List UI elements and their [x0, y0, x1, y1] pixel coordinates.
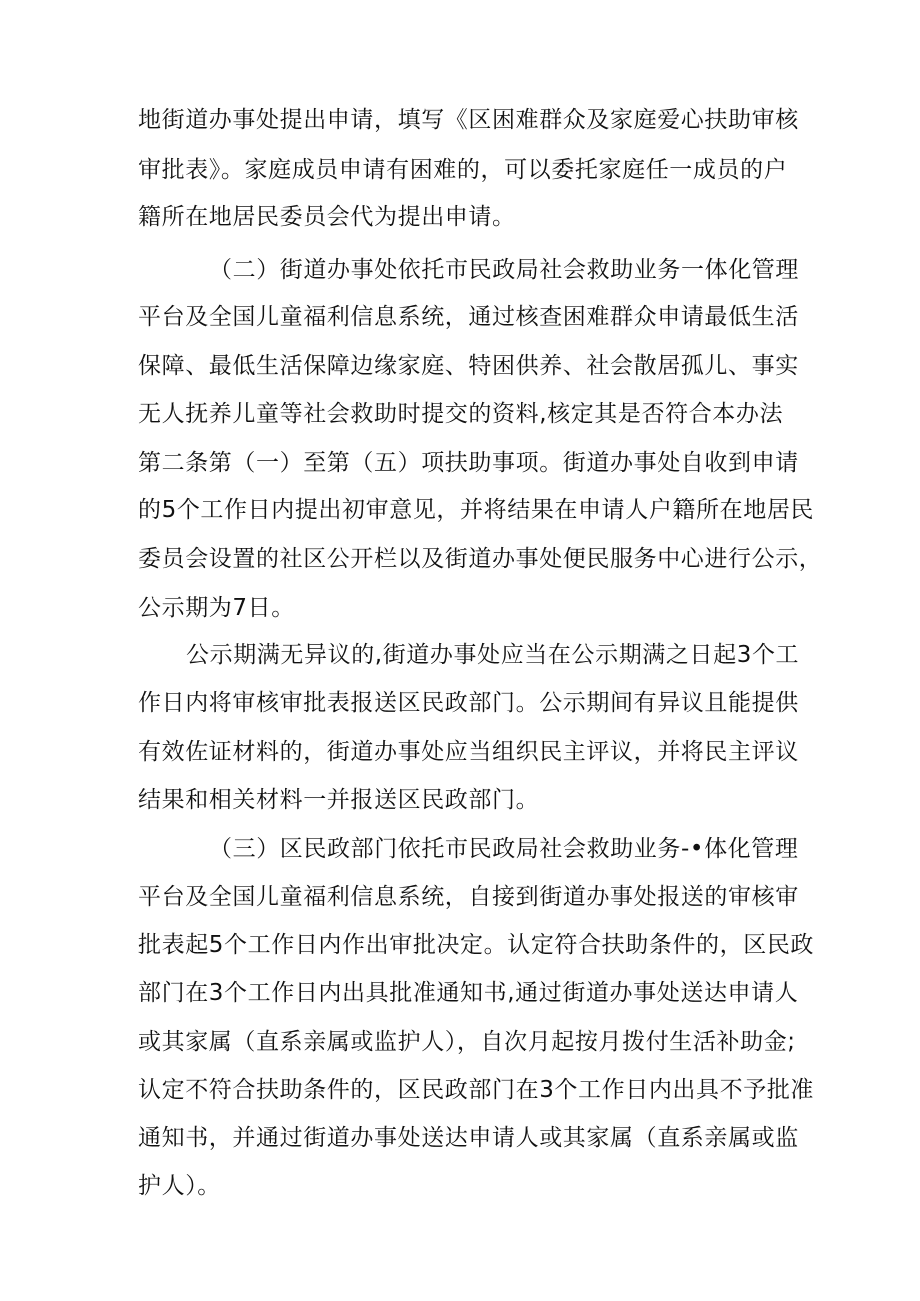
text-line: 批表起5个工作日内作出审批决定。认定符合扶助条件的，区民政 [138, 932, 815, 958]
text-line: 作日内将审核审批表报送区民政部门。公示期间有异议且能提供 [138, 690, 799, 716]
text-line: 通知书，并通过街道办事处送达申请人或其家属（直系亲属或监 [138, 1125, 799, 1151]
text-line: 有效佐证材料的，街道办事处应当组织民主评议，并将民主评议 [138, 739, 799, 765]
text-line: （三）区民政部门依托市民政局社会救助业务-•体化管理 [209, 836, 799, 862]
text-line: 护人）。 [138, 1173, 221, 1199]
text-line: （二）街道办事处依托市民政局社会救助业务一体化管理 [209, 257, 799, 283]
text-line: 或其家属（直系亲属或监护人），自次月起按月拨付生活补助金; [138, 1029, 796, 1055]
text-line: 认定不符合扶助条件的，区民政部门在3个工作日内出具不予批准 [138, 1077, 815, 1103]
text-line: 地街道办事处提出申请，填写《区困难群众及家庭爱心扶助审核 [138, 107, 799, 133]
text-line: 委员会设置的社区公开栏以及街道办事处便民服务中心进行公示， [138, 546, 823, 572]
text-line: 审批表》。家庭成员申请有困难的，可以委托家庭任一成员的户 [138, 157, 788, 183]
text-line: 的5个工作日内提出初审意见，并将结果在申请人户籍所在地居民 [138, 497, 815, 523]
text-line: 无人抚养儿童等社会救助时提交的资料,核定其是否符合本办法 [138, 401, 784, 427]
text-line: 籍所在地居民委员会代为提出申请。 [138, 204, 516, 230]
text-line: 部门在3个工作日内出具批准通知书,通过街道办事处送达申请人 [138, 980, 799, 1006]
text-line: 结果和相关材料一并报送区民政部门。 [138, 787, 540, 813]
text-line: 平台及全国儿童福利信息系统，通过核查困难群众申请最低生活 [138, 304, 799, 330]
text-line: 公示期满无异议的,街道办事处应当在公示期满之日起3个工 [186, 642, 800, 668]
text-line: 保障、最低生活保障边缘家庭、特困供养、社会散居孤儿、事实 [138, 353, 799, 379]
text-line: 平台及全国儿童福利信息系统，自接到街道办事处报送的审核审 [138, 884, 799, 910]
text-line: 第二条第（一）至第（五）项扶助事项。街道办事处自收到申请 [138, 450, 799, 476]
text-line: 公示期为7日。 [138, 595, 295, 621]
